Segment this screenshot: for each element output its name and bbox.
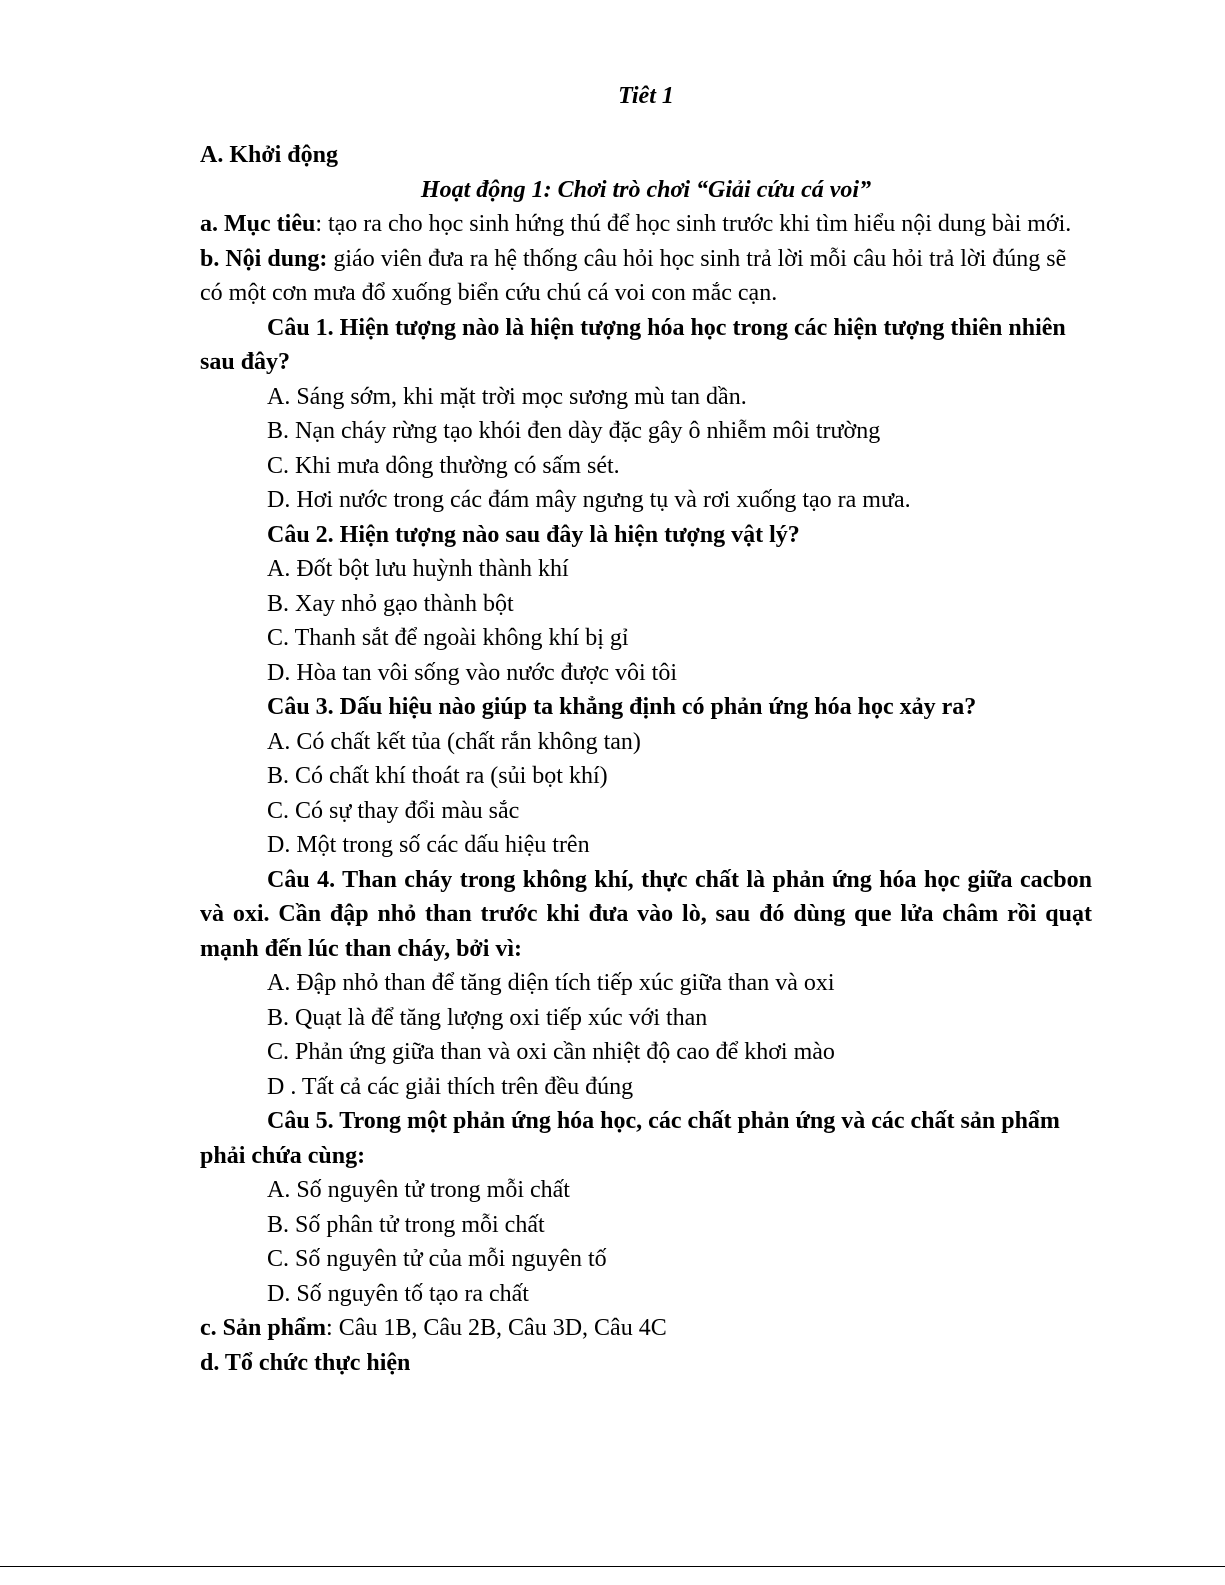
- product-label: c. Sản phẩm: [200, 1315, 327, 1341]
- product-paragraph: [200, 1311, 1092, 1346]
- question-4: Câu 4. Than cháy trong không khí, thực chất là phản ứng hóa học giữa cacbon và oxi. Cần đập nhỏ than trước khi đưa vào lò, sau đó dùng que lửa châm rồi quạt mạnh đến lúc than cháy, bởi vì:: [200, 866, 1092, 962]
- question-3-option-c: C. Có sự thay đổi màu sắc: [267, 797, 520, 824]
- activity-title: Hoạt động 1: Chơi trò chơi “Giải cứu cá voi”: [420, 176, 872, 203]
- question-5-option-b: B. Số phân tử trong mỗi chất: [267, 1211, 545, 1238]
- question-1: Câu 1. Hiện tượng nào là hiện tượng hóa học trong các hiện tượng thiên nhiên sau đây?: [200, 314, 1066, 375]
- objective-label: a. Mục tiêu: [200, 211, 316, 237]
- question-4-option-c: C. Phản ứng giữa than và oxi cần nhiệt độ cao để khơi mào: [267, 1039, 835, 1065]
- question-5-option-c: C. Số nguyên tử của mỗi nguyên tố: [267, 1246, 607, 1272]
- question-2: Câu 2. Hiện tượng nào sau đây là hiện tượng vật lý?: [267, 521, 800, 548]
- question-3-option-a: A. Có chất kết tủa (chất rắn không tan): [267, 728, 641, 755]
- question-5: Câu 5. Trong một phản ứng hóa học, các chất phản ứng và các chất sản phẩm phải chứa cùng:: [200, 1108, 1060, 1169]
- product-text: : Câu 1B, Câu 2B, Câu 3D, Câu 4C: [326, 1315, 667, 1341]
- lesson-title: Tiêt 1: [618, 83, 674, 109]
- document-page: [200, 78, 1092, 1380]
- question-2-option-a: A. Đốt bột lưu huỳnh thành khí: [267, 556, 569, 582]
- content-text: giáo viên đưa ra hệ thống câu hỏi học sinh trả lời mỗi câu hỏi trả lời đúng sẽ có một cơn mưa đổ xuống biển cứu chú cá voi con mắc cạn.: [200, 245, 1067, 306]
- question-2-option-c: C. Thanh sắt để ngoài không khí bị gỉ: [267, 625, 629, 651]
- question-3: Câu 3. Dấu hiệu nào giúp ta khẳng định có phản ứng hóa học xảy ra?: [267, 694, 977, 720]
- question-4-option-d: D . Tất cả các giải thích trên đều đúng: [267, 1073, 634, 1100]
- question-1-option-c: C. Khi mưa dông thường có sấm sét.: [267, 452, 620, 479]
- question-5-option-d: D. Số nguyên tố tạo ra chất: [267, 1280, 529, 1307]
- question-4-option-b: B. Quạt là để tăng lượng oxi tiếp xúc với than: [267, 1004, 708, 1031]
- question-4-option-a: A. Đập nhỏ than để tăng diện tích tiếp xúc giữa than và oxi: [267, 970, 835, 996]
- section-a-heading: A. Khởi động: [200, 142, 338, 168]
- page-bottom-rule: [0, 1566, 1225, 1567]
- question-2-option-b: B. Xay nhỏ gạo thành bột: [267, 590, 514, 617]
- objective-text: : tạo ra cho học sinh hứng thú để học sinh trước khi tìm hiểu nội dung bài mới.: [315, 211, 1072, 237]
- question-3-option-b: B. Có chất khí thoát ra (sủi bọt khí): [267, 763, 608, 789]
- question-1-option-a: A. Sáng sớm, khi mặt trời mọc sương mù tan dần.: [267, 383, 747, 410]
- question-1-option-d: D. Hơi nước trong các đám mây ngưng tụ và rơi xuống tạo ra mưa.: [267, 487, 911, 513]
- question-2-option-d: D. Hòa tan vôi sống vào nước được vôi tôi: [267, 659, 678, 686]
- question-1-option-b: B. Nạn cháy rừng tạo khói đen dày đặc gây ô nhiễm môi trường: [267, 418, 881, 444]
- objective-paragraph: [200, 207, 1092, 242]
- content-label: b. Nội dung:: [200, 245, 328, 272]
- content-paragraph: [200, 242, 1092, 311]
- question-3-option-d: D. Một trong số các dấu hiệu trên: [267, 832, 590, 858]
- question-5-option-a: A. Số nguyên tử trong mỗi chất: [267, 1177, 570, 1203]
- organization-heading: d. Tổ chức thực hiện: [200, 1349, 411, 1376]
